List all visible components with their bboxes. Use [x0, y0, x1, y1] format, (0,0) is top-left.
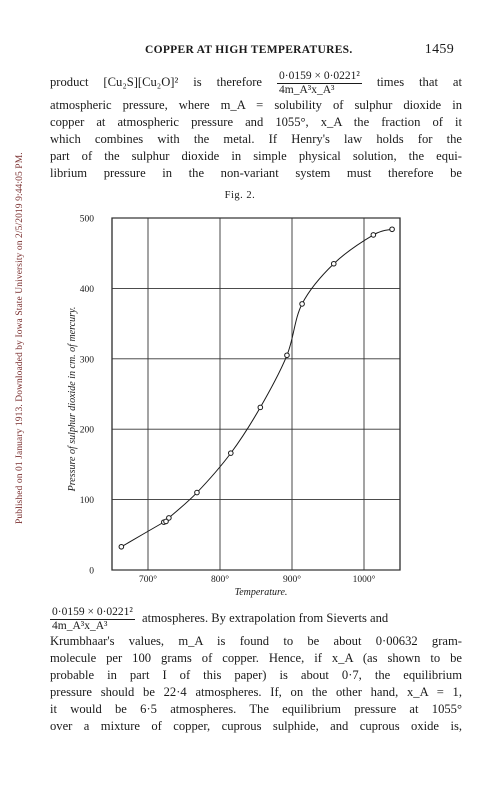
data-point	[285, 353, 290, 358]
x-tick-label: 1000°	[352, 575, 376, 585]
text-fragment: atmospheres. By extrapolation from Sieverts and	[142, 611, 389, 625]
y-tick-label: 100	[79, 496, 94, 507]
text-line: over a mixture of copper, cuprous sulphide, and cuprous oxide is,	[50, 718, 462, 733]
fraction-numerator: 0·0159 × 0·0221²	[279, 69, 360, 82]
data-point	[258, 405, 263, 410]
x-tick-label: 900°	[282, 575, 302, 585]
text-line: which combines with the metal. If Henry's law holds for the	[50, 131, 462, 146]
text-line: probable in part I of this paper) is about 0·7, the equilibrium	[50, 667, 462, 682]
data-point	[371, 233, 376, 238]
y-tick-label: 500	[79, 214, 94, 225]
x-tick-label: 800°	[210, 575, 230, 585]
text-line: librium pressure in the non-variant system must therefore be	[50, 165, 462, 180]
data-point	[331, 261, 336, 266]
x-tick-label: 700°	[138, 575, 158, 585]
figure-caption: Fig. 2.	[224, 190, 256, 201]
data-point	[390, 227, 395, 232]
data-point	[167, 516, 172, 521]
text-line: it would be 6·5 atmospheres. The equilibrium pressure at 1055°	[50, 701, 462, 716]
text-line: atmospheric pressure, where m_A = solubility of sulphur dioxide in	[50, 97, 462, 112]
y-tick-label: 300	[79, 355, 94, 366]
data-point	[119, 544, 124, 549]
download-watermark-text: Published on 01 January 1913. Downloaded by Iowa State University on 2/5/2019 9:44:05 PM.	[15, 152, 25, 524]
text-line: Krumbhaar's values, m_A is found to be about 0·00632 gram-	[50, 633, 462, 648]
text-fragment: times that at	[376, 75, 462, 89]
paragraph-bottom	[50, 604, 462, 735]
fraction	[50, 606, 135, 633]
text-line: copper at atmospheric pressure and 1055°, x_A the fraction of it	[50, 114, 462, 129]
series-line	[121, 229, 392, 547]
fraction-numerator: 0·0159 × 0·0221²	[52, 605, 133, 618]
text-line: part of the sulphur dioxide in simple physical solution, the equi-	[50, 148, 462, 163]
plot-frame	[112, 218, 400, 570]
y-tick-label: 200	[79, 425, 94, 436]
page-number: 1459	[424, 42, 454, 57]
fraction-denominator: 4m_A³x_A³	[279, 83, 335, 96]
data-point	[195, 490, 200, 495]
y-tick-label: 0	[89, 566, 94, 577]
y-tick-label: 400	[79, 284, 94, 295]
y-axis-label: Pressure of sulphur dioxide in cm. of mercury.	[67, 306, 78, 492]
header-title: COPPER AT HIGH TEMPERATURES.	[145, 44, 353, 56]
text-fragment: product [Cu₂S][Cu₂O]² is therefore	[50, 75, 263, 89]
text-line: molecule per 100 grams of copper. Hence, if x_A (as shown to be	[50, 650, 462, 665]
fraction-denominator: 4m_A³x_A³	[52, 619, 108, 632]
x-axis-label: Temperature.	[234, 587, 288, 598]
text-line	[50, 604, 462, 633]
text-line: pressure should be 22·4 atmospheres. If, on the other hand, x_A = 1,	[50, 684, 462, 699]
data-point	[229, 451, 234, 456]
data-point	[300, 302, 305, 307]
